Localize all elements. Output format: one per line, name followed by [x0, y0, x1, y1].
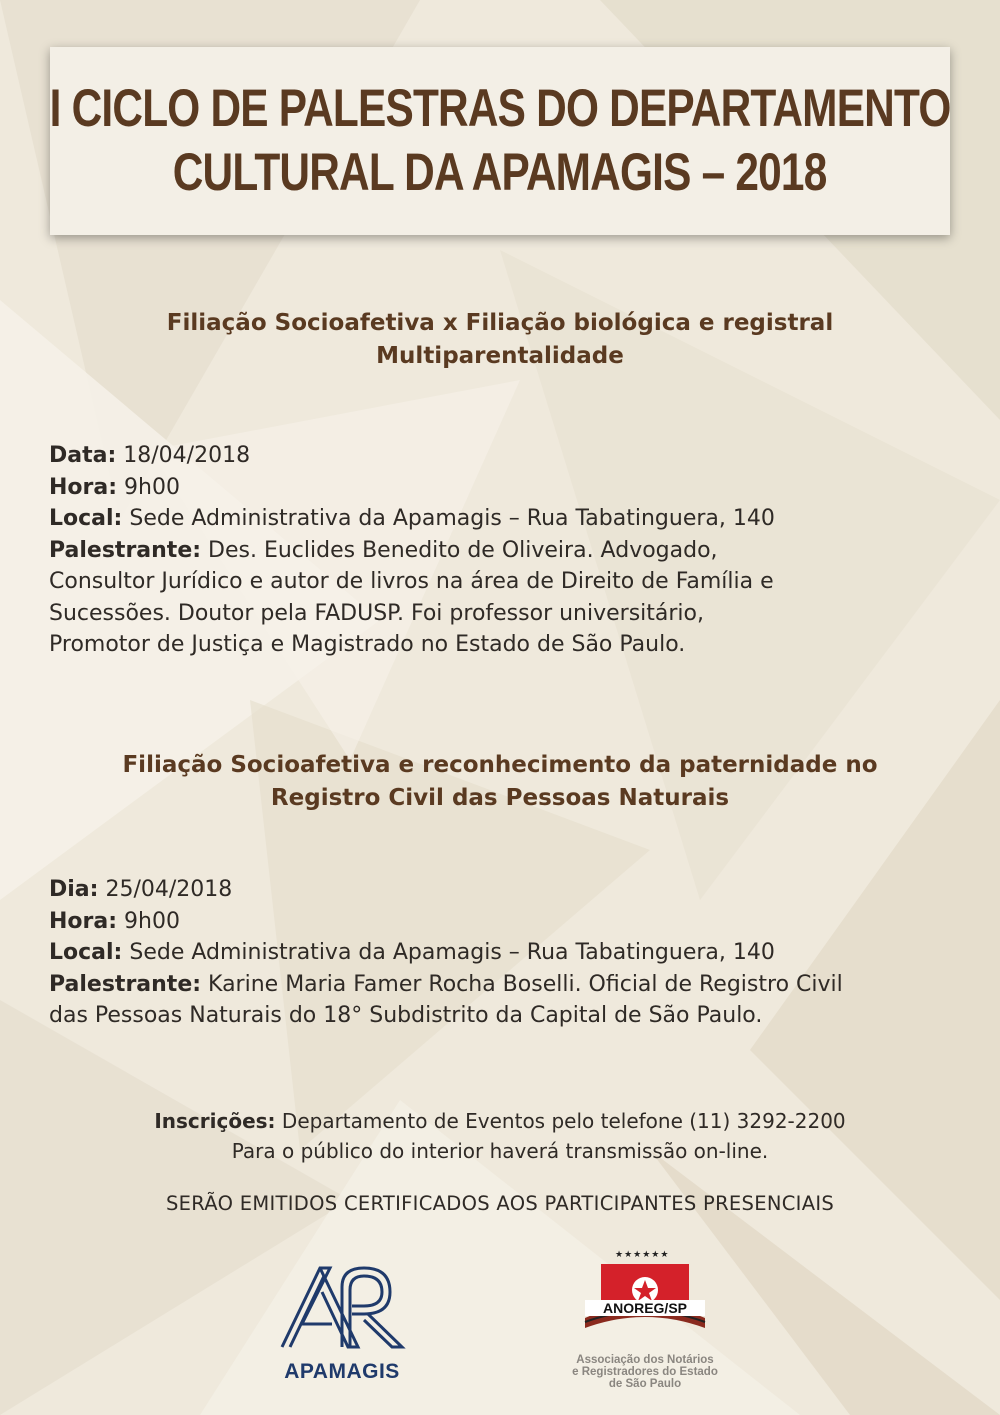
- talk2-speaker-line2: das Pessoas Naturais do 18° Subdistrito da Capital de São Paulo.: [49, 1003, 763, 1028]
- talk2-title: [40, 749, 960, 815]
- talk1-details: [49, 440, 954, 661]
- talk1-speaker-line4: Promotor de Justiça e Magistrado no Estado de São Paulo.: [49, 632, 686, 657]
- anoreg-name: ANOREG/SP: [585, 1300, 705, 1316]
- talk1-speaker-line2: Consultor Jurídico e autor de livros na área de Direito de Família e: [49, 569, 774, 594]
- registration-line1: Inscrições: Departamento de Eventos pelo telefone (11) 3292-2200: [154, 1109, 846, 1133]
- talk2-place: Local: Sede Administrativa da Apamagis – Rua Tabatinguera, 140: [49, 940, 775, 965]
- talk2-details: [49, 874, 954, 1032]
- talk2-hour: Hora: 9h00: [49, 908, 180, 934]
- header-title-box: [50, 47, 950, 235]
- talk2-title-line2: Registro Civil das Pessoas Naturais: [270, 785, 730, 811]
- apamagis-logo: [272, 1262, 412, 1382]
- anoreg-emblem-icon: [583, 1262, 707, 1334]
- talk1-title-line1: Filiação Socioafetiva x Filiação biológica e registral: [166, 310, 834, 336]
- talk1-speaker-line3: Sucessões. Doutor pela FADUSP. Foi professor universitário,: [49, 600, 704, 626]
- talk1-title-line2: Multiparentalidade: [376, 343, 624, 369]
- talk1-title: [40, 307, 960, 373]
- talk2-date: Dia: 25/04/2018: [49, 877, 233, 902]
- certificates-notice: SERÃO EMITIDOS CERTIFICADOS AOS PARTICIPANTES PRESENCIAIS: [165, 1192, 835, 1215]
- talk1-place: Local: Sede Administrativa da Apamagis – Rua Tabatinguera, 140: [49, 506, 775, 531]
- anoreg-logo: [555, 1250, 735, 1390]
- anoreg-caption: Associação dos Notários e Registradores do Estado de São Paulo: [572, 1354, 718, 1390]
- apamagis-emblem-icon: [272, 1262, 412, 1352]
- talk2-title-line1: Filiação Socioafetiva e reconhecimento da paternidade no: [122, 752, 878, 778]
- talk1-hour: Hora: 9h00: [49, 474, 180, 500]
- anoreg-stars: ★★★★★★: [615, 1250, 670, 1260]
- registration-line2: Para o público do interior haverá transmissão on-line.: [231, 1139, 769, 1163]
- talk2-speaker: Palestrante: Karine Maria Famer Rocha Boselli. Oficial de Registro Civil: [49, 971, 843, 997]
- talk1-speaker: Palestrante: Des. Euclides Benedito de Oliveira. Advogado,: [49, 537, 718, 563]
- page-title-line2: CULTURAL DA APAMAGIS – 2018: [173, 143, 827, 202]
- page-title-line1: I CICLO DE PALESTRAS DO DEPARTAMENTO: [49, 79, 951, 138]
- talk1-date: Data: 18/04/2018: [49, 443, 251, 468]
- apamagis-name: APAMAGIS: [284, 1360, 400, 1383]
- registration-info: [0, 1106, 1000, 1166]
